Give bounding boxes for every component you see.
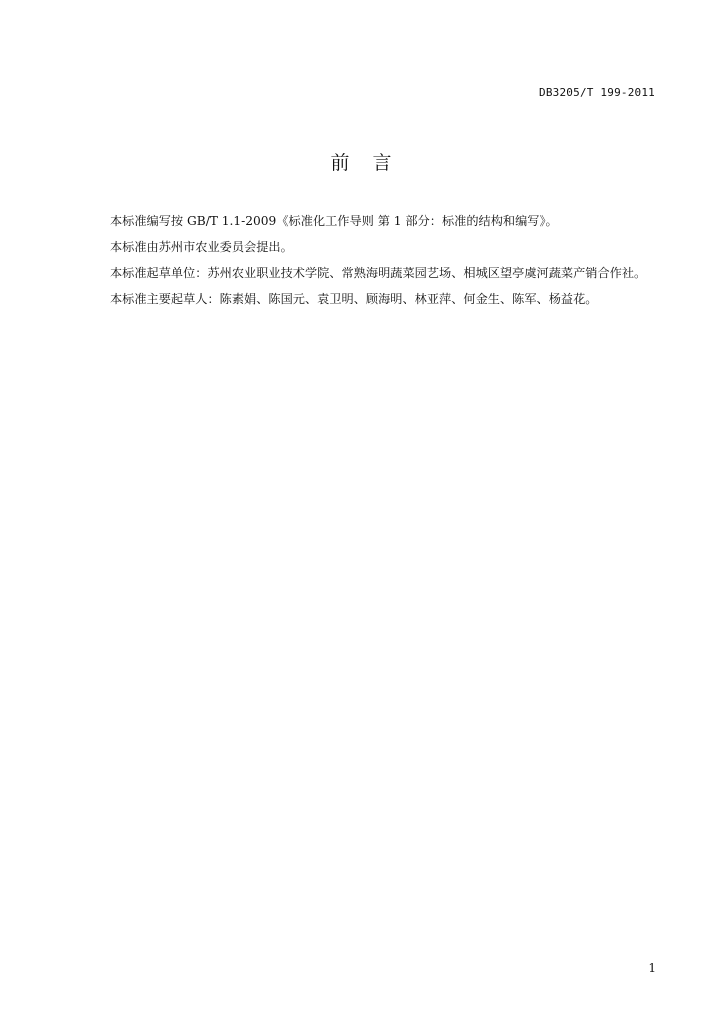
paragraph-proposer: 本标准由苏州市农业委员会提出。 bbox=[110, 240, 293, 254]
paragraph-main-drafters: 本标准主要起草人：陈素娟、陈国元、袁卫明、顾海明、林亚萍、何金生、陈军、杨益花。 bbox=[110, 292, 598, 306]
page-title: 前 言 bbox=[330, 152, 394, 174]
page-number: 1 bbox=[648, 961, 656, 975]
paragraph-drafting-units: 本标准起草单位：苏州农业职业技术学院、常熟海明蔬菜园艺场、相城区望亭虞河蔬菜产销合作社。 bbox=[110, 266, 647, 280]
foreword-body bbox=[110, 208, 680, 312]
paragraph-drafting-rules: 本标准编写按 GB/T 1.1-2009《标准化工作导则 第 1 部分：标准的结构和编写》。 bbox=[110, 214, 558, 228]
document-code: DB3205/T 199-2011 bbox=[539, 86, 655, 99]
